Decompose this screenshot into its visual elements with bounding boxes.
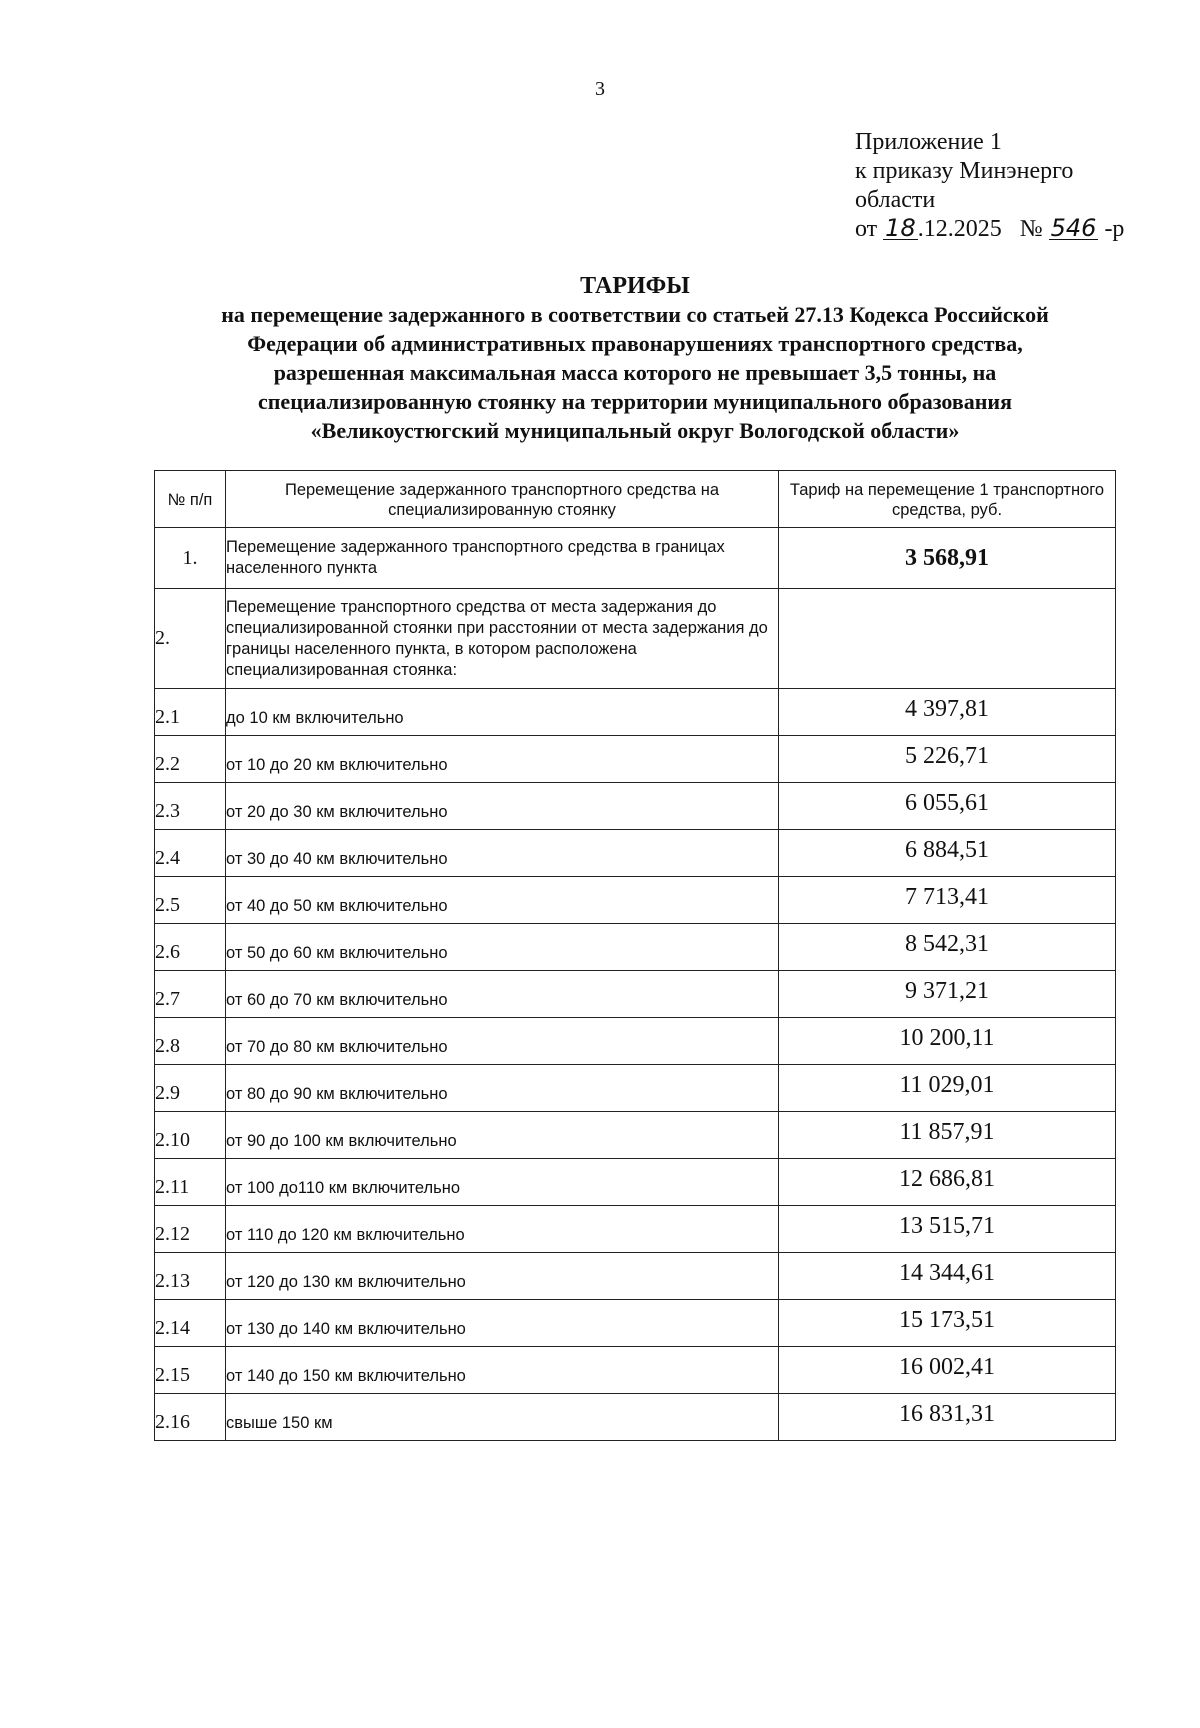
row-description: от 110 до 120 км включительно — [226, 1206, 779, 1253]
row-tariff: 13 515,71 — [779, 1206, 1116, 1253]
table-row — [155, 689, 1116, 736]
row-tariff: 6 884,51 — [779, 830, 1116, 877]
tariffs-table — [154, 470, 1116, 1441]
table-row — [155, 1347, 1116, 1394]
subtitle-line: на перемещение задержанного в соответствии со статьей 27.13 Кодекса Российской — [221, 302, 1049, 327]
appendix-region: области — [855, 187, 936, 213]
row-tariff: 6 055,61 — [779, 783, 1116, 830]
row-tariff: 10 200,11 — [779, 1018, 1116, 1065]
row-number: 2.1 — [155, 689, 226, 736]
row-number: 2.12 — [155, 1206, 226, 1253]
table-row — [155, 1018, 1116, 1065]
date-day-handwritten: 18 — [885, 214, 916, 242]
subtitle-line: специализированную стоянку на территории муниципального образования — [257, 389, 1012, 414]
row-tariff: 15 173,51 — [779, 1300, 1116, 1347]
row-description: от 120 до 130 км включительно — [226, 1253, 779, 1300]
table-row — [155, 528, 1116, 589]
page-number: 3 — [595, 78, 605, 100]
row-description: от 60 до 70 км включительно — [226, 971, 779, 1018]
row-description: свыше 150 км — [226, 1394, 779, 1441]
table-row — [155, 1159, 1116, 1206]
row-number: 2.2 — [155, 736, 226, 783]
table-header-row — [155, 471, 1116, 528]
appendix-title: Приложение 1 — [855, 129, 1002, 155]
table-row — [155, 783, 1116, 830]
row-description: Перемещение транспортного средства от места задержания до специализированной стоянки при расстоянии от места задержания до границы населенного пункта, в котором расположена специализированная стоянка: — [226, 589, 779, 689]
document-title: ТАРИФЫ — [580, 273, 690, 299]
row-description: от 90 до 100 км включительно — [226, 1112, 779, 1159]
row-description: от 10 до 20 км включительно — [226, 736, 779, 783]
table-row — [155, 1394, 1116, 1441]
number-suffix: -р — [1104, 216, 1125, 242]
date-prefix: от — [855, 216, 878, 242]
row-number: 2.16 — [155, 1394, 226, 1441]
row-tariff: 16 002,41 — [779, 1347, 1116, 1394]
row-tariff: 14 344,61 — [779, 1253, 1116, 1300]
table-row — [155, 830, 1116, 877]
row-tariff: 11 029,01 — [779, 1065, 1116, 1112]
row-description: от 130 до 140 км включительно — [226, 1300, 779, 1347]
table-row — [155, 924, 1116, 971]
row-number: 2.11 — [155, 1159, 226, 1206]
row-tariff: 8 542,31 — [779, 924, 1116, 971]
row-tariff: 11 857,91 — [779, 1112, 1116, 1159]
row-number: 2.3 — [155, 783, 226, 830]
row-description: от 20 до 30 км включительно — [226, 783, 779, 830]
row-number: 2.6 — [155, 924, 226, 971]
row-number: 2.7 — [155, 971, 226, 1018]
appendix-order-ref: к приказу Минэнерго — [855, 158, 1074, 184]
document-subtitle — [150, 300, 1120, 445]
row-tariff: 5 226,71 — [779, 736, 1116, 783]
table-row — [155, 589, 1116, 689]
subtitle-line: Федерации об административных правонарушениях транспортного средства, — [247, 331, 1023, 356]
row-tariff: 3 568,91 — [779, 528, 1116, 589]
header-tariff: Тариф на перемещение 1 транспортного средства, руб. — [779, 471, 1116, 528]
table-row — [155, 1253, 1116, 1300]
order-number-handwritten: 546 — [1050, 214, 1097, 242]
row-tariff: 4 397,81 — [779, 689, 1116, 736]
row-description: от 40 до 50 км включительно — [226, 877, 779, 924]
header-description: Перемещение задержанного транспортного средства на специализированную стоянку — [226, 471, 779, 528]
row-description: от 80 до 90 км включительно — [226, 1065, 779, 1112]
table-row — [155, 1112, 1116, 1159]
row-description: от 70 до 80 км включительно — [226, 1018, 779, 1065]
appendix-block — [855, 128, 1124, 244]
row-description: от 50 до 60 км включительно — [226, 924, 779, 971]
row-number: 2.9 — [155, 1065, 226, 1112]
row-tariff: 9 371,21 — [779, 971, 1116, 1018]
table-row — [155, 1300, 1116, 1347]
row-number: 2.15 — [155, 1347, 226, 1394]
row-number: 2.10 — [155, 1112, 226, 1159]
table-row — [155, 736, 1116, 783]
row-tariff — [779, 589, 1116, 689]
row-number: 2.4 — [155, 830, 226, 877]
row-number: 1. — [155, 528, 226, 589]
date-rest: .12.2025 — [917, 216, 1002, 242]
table-row — [155, 1065, 1116, 1112]
appendix-date-line — [855, 215, 1124, 244]
row-number: 2. — [155, 589, 226, 689]
row-description: от 140 до 150 км включительно — [226, 1347, 779, 1394]
subtitle-line: «Великоустюгский муниципальный округ Вологодской области» — [310, 418, 960, 443]
row-number: 2.5 — [155, 877, 226, 924]
table-row — [155, 971, 1116, 1018]
header-num: № п/п — [155, 471, 226, 528]
row-tariff: 7 713,41 — [779, 877, 1116, 924]
number-prefix: № — [1019, 216, 1043, 242]
row-description: от 100 до110 км включительно — [226, 1159, 779, 1206]
table-row — [155, 877, 1116, 924]
row-number: 2.14 — [155, 1300, 226, 1347]
subtitle-line: разрешенная максимальная масса которого не превышает 3,5 тонны, на — [273, 360, 997, 385]
row-tariff: 16 831,31 — [779, 1394, 1116, 1441]
row-description: Перемещение задержанного транспортного средства в границах населенного пункта — [226, 528, 779, 589]
row-description: до 10 км включительно — [226, 689, 779, 736]
row-tariff: 12 686,81 — [779, 1159, 1116, 1206]
row-number: 2.13 — [155, 1253, 226, 1300]
row-number: 2.8 — [155, 1018, 226, 1065]
row-description: от 30 до 40 км включительно — [226, 830, 779, 877]
table-row — [155, 1206, 1116, 1253]
